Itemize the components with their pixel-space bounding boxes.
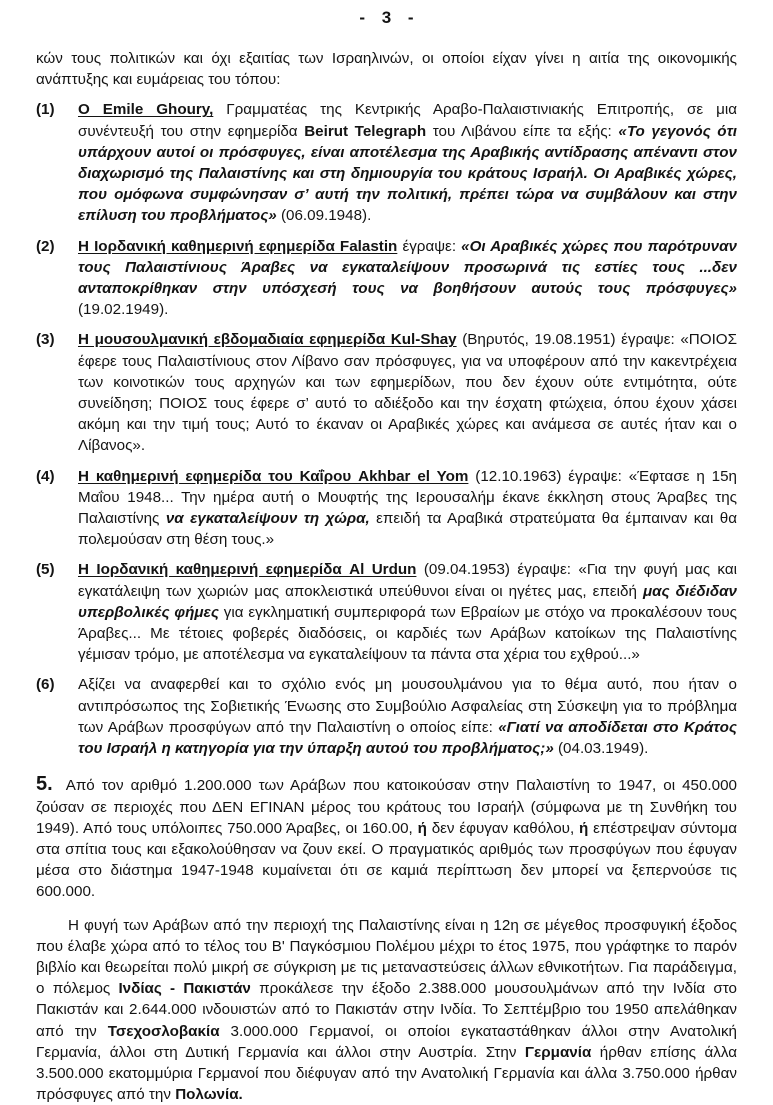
newspaper-quotes-list: [36, 99, 737, 759]
list-item-3: [36, 329, 737, 456]
item-number: (3): [36, 331, 55, 349]
item-number: (5): [36, 561, 55, 579]
item-number: (4): [36, 467, 55, 485]
item-number: (6): [36, 676, 55, 694]
item-number: (1): [36, 101, 55, 119]
list-item-6: [36, 674, 737, 759]
item-text: Η Ιορδανική καθημερινή εφημερίδα Falastin έγραψε: «Οι Αραβικές χώρες που παρότρυναν τους Παλαιστίνιους Άραβες να εγκαταλείψουν προσωρινά τις εστίες τους ...δεν ανταποκρίθηκαν στην υπόσχεσή τους να βοηθήσουν αυτούς τους πρόσφυγες» (19.02.1949).: [78, 237, 737, 319]
item-text: Η μουσουλμανική εβδομαδιαία εφημερίδα Kul-Shay (Βηρυτός, 19.08.1951) έγραψε: «ΠΟΙΟΣ έφερε τους Παλαιστίνιους στον Λίβανο σαν πρόσφυγες, για να υποφέρουν από την κακεντρέχεια των κοινοτικών τους αρχηγών και των εφημερίδων, που δεν έχουν ούτε εντιμότητα, ούτε συνείδηση; ΠΟΙΟΣ τους έφερε σ’ αυτό το αδιέξοδο και την έσχατη φτώχεια, όπου έχουν χάσει ακόμη και την τιμή τους; Αυτό το έκαναν οι Αραβικές χώρες και ανάμεσα σε αυτές ήταν και ο Λίβανος».: [78, 331, 738, 455]
paragraph-5: 5. Από τον αριθμό 1.200.000 των Αράβων που κατοικούσαν στην Παλαιστίνη το 1947, οι 450.000 ζούσαν σε περιοχές που ΔΕΝ ΕΓΙΝΑΝ μέρος του κράτους του Ισραήλ (σύμφωνα με τη Συνθήκη του 1949). Από τους υπόλοιπες 750.000 Άραβες, οι 160.00, ή δεν έφυγαν καθόλου, ή επέστρεψαν σύντομα στα σπίτια τους και εξακολούθησαν να ζουν εκεί. Ο πραγματικός αριθμός των προσφύγων που έφυγαν μέσα στο διάστημα 1947-1948 κυμαίνεται ότι σε καμιά περίπτωση δεν μπορεί να ξεπερνούσε τις 600.000.: [36, 773, 737, 901]
list-item-4: [36, 466, 737, 551]
item-text: Η καθημερινή εφημερίδα του Καΐρου Akhbar el Yom (12.10.1963) έγραψε: «Έφτασε η 15η Μαΐου 1948... Την ημέρα αυτή ο Μουφτής της Ιερουσαλήμ έκανε έκκληση στους Άραβες της Παλαιστίνης να εγκαταλείψουν τη χώρα, επειδή τα Αραβικά στρατεύματα θα έμπαιναν και θα πολεμούσαν στη θέση τους.»: [78, 467, 738, 549]
item-text: Αξίζει να αναφερθεί και το σχόλιο ενός μη μουσουλμάνου για το θέμα αυτό, που ήταν ο αντιπρόσωπος της Σοβιετικής Ένωσης στο Συμβούλιο Ασφαλείας στη Σύσκεψη για το πρόβλημα των Αράβων προσφύγων από την Παλαιστίνη ο οποίος είπε: «Γιατί να αποδίδεται στο Κράτος του Ισραήλ η κατηγορία για την ύπαρξη αυτού του προβλήματος;» (04.03.1949).: [78, 676, 738, 758]
page-number: - 3 -: [359, 8, 414, 27]
closing-paragraph: Η φυγή των Αράβων από την περιοχή της Παλαιστίνης είναι η 12η σε μέγεθος προσφυγική έξοδος που έλαβε χώρα από το τέλος του Β' Παγκόσμιου Πολέμου μέχρι το έτος 1975, που γράφτηκε το παρόν βιβλίο και θεωρείται πολύ μικρή σε σύγκριση με τις μεταναστεύσεις άλλων εθνικοτήτων. Για παράδειγμα, ο πόλεμος Ινδίας - Πακιστάν προκάλεσε την έξοδο 2.388.000 μουσουλμάνων από την Ινδία στο Πακιστάν και 2.644.000 ινδουιστών από το Πακιστάν στην Ινδία. Το Σεπτέμβριο του 1950 απελάθηκαν από την Τσεχοσλοβακία 3.000.000 Γερμανοί, οι οποίοι εγκαταστάθηκαν άλλοι στην Ανατολική Γερμανία, άλλοι στη Δυτική Γερμανία και άλλοι στην Αυστρία. Στην Γερμανία ήρθαν επίσης άλλα 3.500.000 εκατομμύρια Γερμανοί που διέφυγαν από την Ανατολική Γερμανία και άλλα 3.750.000 ήρθαν πρόσφυγες από την Πολωνία.: [36, 916, 738, 1104]
list-item-5: [36, 559, 737, 665]
list-item-1: [36, 99, 737, 226]
item-number: (2): [36, 237, 55, 255]
item-text: Η Ιορδανική καθημερινή εφημερίδα Al Urdun (09.04.1953) έγραψε: «Για την φυγή μας και εγκατάλειψη των χωριών μας αποκλειστικά υπεύθυνοι είναι οι ηγέτες μας, επειδή μας διέδιδαν υπερβολικές φήμες για εγκληματική συμπεριφορά των Εβραίων με στόχο να προκαλέσουν τους Άραβες... Με τέτοιες φοβερές διαδόσεις, οι καρδιές των Αράβων κατοίκων της Παλαιστίνης γέμισαν τρόμο, με αποτέλεσμα να εγκαταλείψουν τα πάντα στα χέρια του εχθρού...»: [78, 561, 738, 664]
intro-paragraph: κών τους πολιτικών και όχι εξαιτίας των Ισραηλινών, οι οποίοι είχαν γίνει η αιτία της οικονομικής ανάπτυξης και ευμάρειας του τόπου:: [36, 50, 737, 89]
list-item-2: [36, 236, 737, 321]
item-text: Ο Emile Ghoury, Γραμματέας της Κεντρικής Αραβο-Παλαιστινιακής Επιτροπής, σε μια συνέντευξή του στην εφημερίδα Beirut Telegraph του Λιβάνου είπε τα εξής: «Το γεγονός ότι υπάρχουν αυτοί οι πρόσφυγες, είναι αποτέλεσμα της Αραβικής αντίδρασης απέναντι στον διαχωρισμό της Παλαιστίνης και στη δημιουργία του κράτους Ισραήλ. Οι Αραβικές χώρες, που ομόφωνα συμφώνησαν σ’ αυτή την πολιτική, πρέπει τώρα να συμβάλουν και στην επίλυση του προβλήματος» (06.09.1948).: [78, 101, 737, 225]
